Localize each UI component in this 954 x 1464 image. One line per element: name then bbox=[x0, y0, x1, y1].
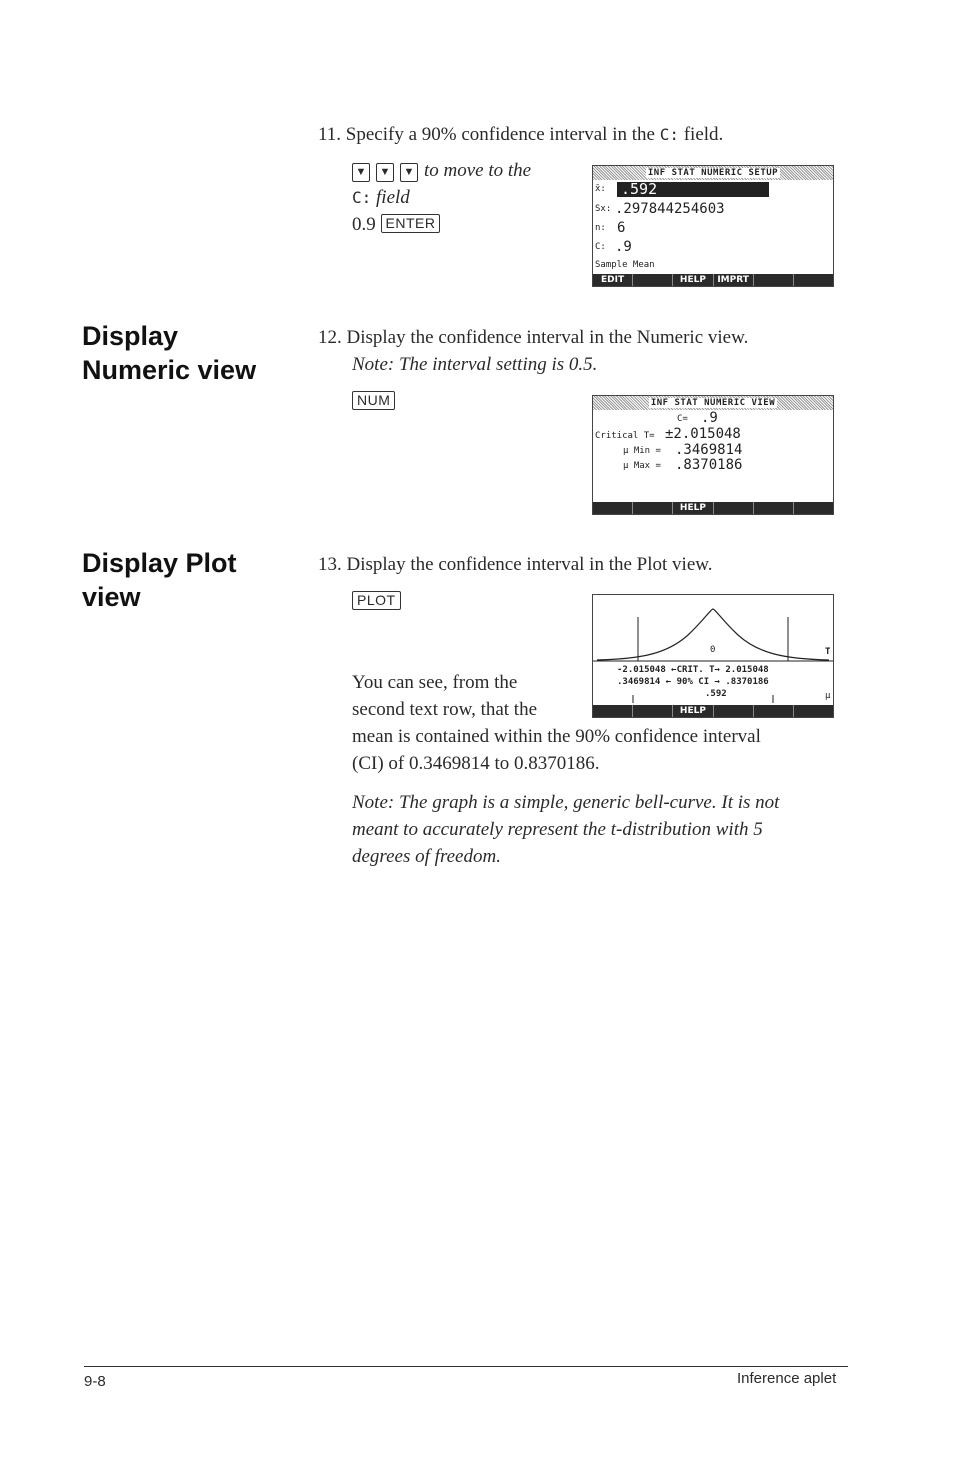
step-13-paragraph-a: You can see, from the second text row, that the bbox=[352, 672, 538, 720]
menu-empty bbox=[754, 274, 794, 286]
c-label: C= bbox=[677, 414, 688, 424]
calculator-screen-setup bbox=[592, 165, 834, 287]
critical-t-value: ±2.015048 bbox=[665, 426, 741, 442]
num-key: NUM bbox=[352, 391, 395, 410]
menu-help: HELP bbox=[673, 502, 713, 514]
critical-t-row: -2.015048 ←CRIT. T→ 2.015048 bbox=[617, 665, 769, 675]
menu-empty bbox=[714, 705, 754, 717]
menu-empty bbox=[633, 502, 673, 514]
menu-edit: EDIT bbox=[593, 274, 633, 286]
step-11-instructions: ▼ ▼ ▼ to move to the C: field 0.9 ENTER bbox=[352, 160, 532, 235]
xbar-value-highlighted: .592 bbox=[617, 182, 769, 197]
heading-display-numeric-view: Display Numeric view bbox=[82, 321, 257, 385]
menu-empty bbox=[794, 502, 833, 514]
screen-title-bar: INF STAT NUMERIC VIEW bbox=[593, 396, 833, 410]
enter-key: ENTER bbox=[381, 214, 441, 233]
down-arrow-key-icon: ▼ bbox=[400, 163, 418, 182]
mu-min-label: μ Min = bbox=[623, 446, 661, 456]
n-label: n: bbox=[595, 223, 606, 233]
critical-t-label: Critical T= bbox=[595, 431, 655, 441]
mu-max-value: .8370186 bbox=[675, 457, 743, 473]
c-value: .9 bbox=[701, 410, 718, 426]
step-12-text: 12. Display the confidence interval in the Numeric view. bbox=[318, 327, 749, 348]
calculator-screen-plot-view bbox=[592, 594, 834, 718]
zero-label: 0 bbox=[710, 645, 716, 655]
mean-row: .592 bbox=[705, 689, 727, 699]
screen-title-bar: INF STAT NUMERIC SETUP bbox=[593, 166, 833, 180]
mu-label: μ bbox=[825, 691, 831, 701]
down-arrow-key-icon: ▼ bbox=[376, 163, 394, 182]
menu-empty bbox=[794, 705, 833, 717]
field-hint: Sample Mean bbox=[595, 260, 655, 270]
menu-empty bbox=[593, 502, 633, 514]
step-13-note: Note: The graph is a simple, generic bell-curve. It is not meant to accurately represent the t-distribution with 5 degrees of freedom. bbox=[352, 792, 780, 867]
c-label: C: bbox=[595, 242, 606, 252]
step-12-note: Note: The interval setting is 0.5. bbox=[352, 354, 598, 375]
page-number: 9-8 bbox=[84, 1373, 106, 1390]
menu-empty bbox=[593, 705, 633, 717]
menu-imprt: IMPRT bbox=[714, 274, 754, 286]
menu-help: HELP bbox=[673, 274, 713, 286]
sx-value: .297844254603 bbox=[615, 201, 725, 217]
menu-empty bbox=[633, 274, 673, 286]
soft-menu-bar bbox=[593, 705, 833, 717]
step-13-text: 13. Display the confidence interval in the Plot view. bbox=[318, 554, 713, 575]
t-axis-label: T bbox=[825, 647, 831, 657]
soft-menu-bar bbox=[593, 274, 833, 286]
calculator-screen-numeric-view bbox=[592, 395, 834, 515]
xbar-label: x̄: bbox=[595, 184, 606, 194]
soft-menu-bar bbox=[593, 502, 833, 514]
ci-row: .3469814 ← 90% CI → .8370186 bbox=[617, 677, 769, 687]
step-13-paragraph-b: mean is contained within the 90% confidence interval (CI) of 0.3469814 to 0.8370186. bbox=[352, 726, 761, 774]
mu-min-value: .3469814 bbox=[675, 442, 743, 458]
menu-help: HELP bbox=[673, 705, 713, 717]
heading-display-plot-view: Display Plot view bbox=[82, 548, 237, 612]
plot-key: PLOT bbox=[352, 591, 401, 610]
menu-empty bbox=[794, 274, 833, 286]
step-13-key bbox=[352, 588, 401, 615]
n-value: 6 bbox=[617, 220, 626, 236]
step-12-key bbox=[352, 388, 395, 415]
menu-empty bbox=[714, 502, 754, 514]
step-11-text: 11. Specify a 90% confidence interval in the C: field. bbox=[318, 124, 724, 145]
menu-empty bbox=[754, 502, 794, 514]
menu-empty bbox=[754, 705, 794, 717]
down-arrow-key-icon: ▼ bbox=[352, 163, 370, 182]
menu-empty bbox=[633, 705, 673, 717]
mu-max-label: μ Max = bbox=[623, 461, 661, 471]
chapter-title: Inference aplet bbox=[737, 1370, 837, 1387]
sx-label: Sx: bbox=[595, 204, 612, 214]
c-value: .9 bbox=[615, 239, 632, 255]
footer-rule bbox=[84, 1366, 848, 1367]
